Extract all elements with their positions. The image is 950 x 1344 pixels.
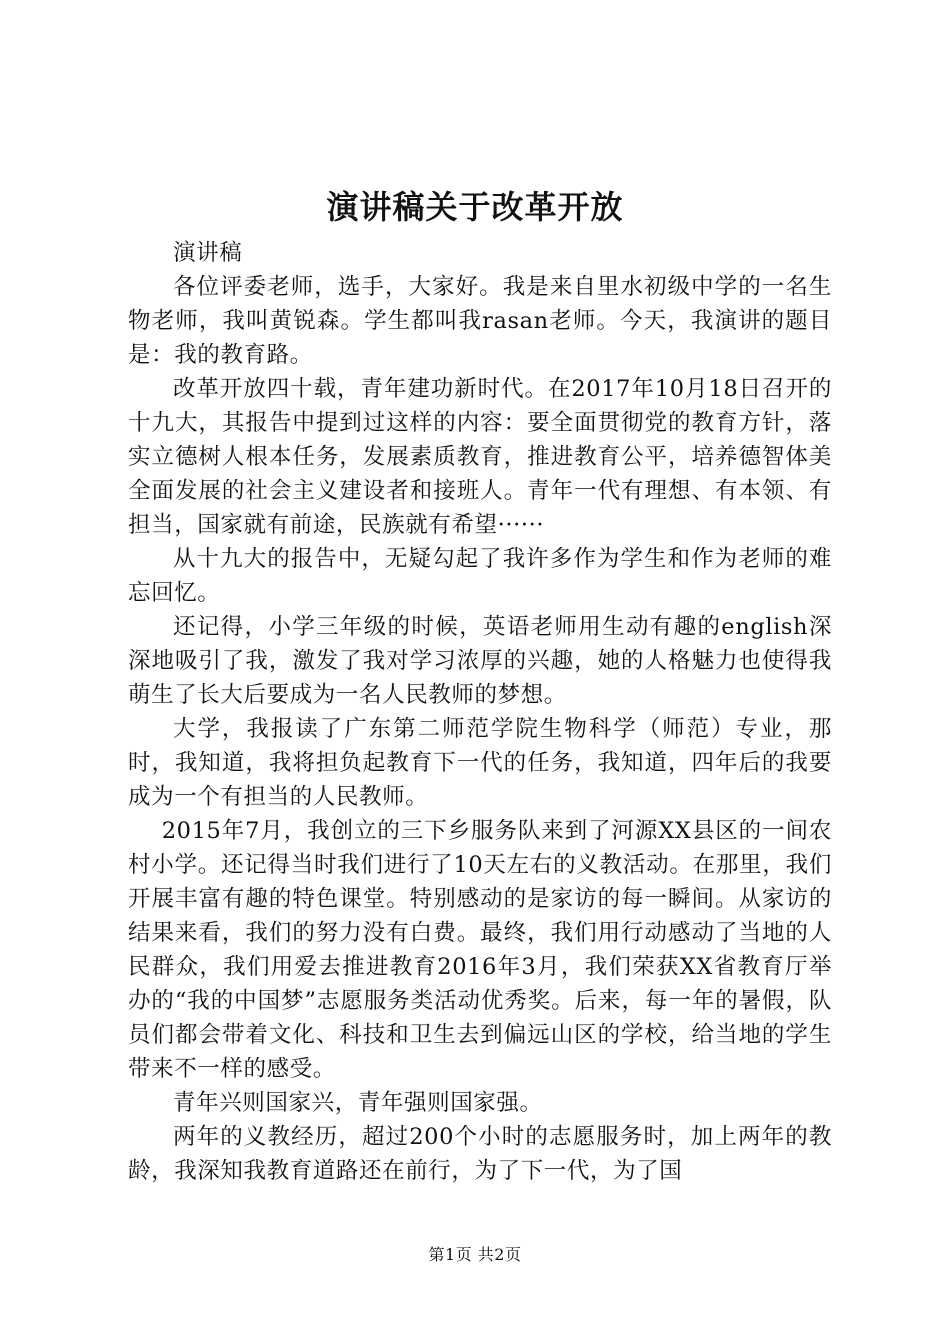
document-title: 演讲稿关于改革开放	[326, 188, 624, 226]
paragraph: 从十九大的报告中，无疑勾起了我许多作为学生和作为老师的难忘回忆。	[128, 546, 832, 606]
document-body	[128, 236, 832, 1188]
paragraph-heading: 演讲稿	[173, 240, 243, 266]
paragraph: 大学，我报读了广东第二师范学院生物科学（师范）专业，那时，我知道，我将担负起教育下一代的任务，我知道，四年后的我要成为一个有担当的人民教师。	[128, 716, 832, 810]
paragraph: 各位评委老师，选手，大家好。我是来自里水初级中学的一名生物老师，我叫黄锐森。学生都叫我rasan老师。今天，我演讲的题目是：我的教育路。	[128, 274, 832, 368]
paragraph: 改革开放四十载，青年建功新时代。在2017年10月18日召开的十九大，其报告中提到过这样的内容：要全面贯彻党的教育方针，落实立德树人根本任务，发展素质教育，推进教育公平，培养德智体美全面发展的社会主义建设者和接班人。青年一代有理想、有本领、有担当，国家就有前途，民族就有希望······	[128, 376, 832, 538]
paragraph: 还记得，小学三年级的时候，英语老师用生动有趣的english深深地吸引了我，激发了我对学习浓厚的兴趣，她的人格魅力也使得我萌生了长大后要成为一名人民教师的梦想。	[128, 614, 832, 708]
paragraph: 两年的义教经历，超过200个小时的志愿服务时，加上两年的教龄，我深知我教育道路还在前行，为了下一代，为了国	[128, 1124, 832, 1184]
paragraph: 青年兴则国家兴，青年强则国家强。	[173, 1090, 543, 1116]
page-footer: 第1页 共2页	[428, 1245, 522, 1264]
paragraph: 2015年7月，我创立的三下乡服务队来到了河源XX县区的一间农村小学。还记得当时我们进行了10天左右的义教活动。在那里，我们开展丰富有趣的特色课堂。特别感动的是家访的每一瞬间。从家访的结果来看，我们的努力没有白费。最终，我们用行动感动了当地的人民群众，我们用爱去推进教育2016年3月，我们荣获XX省教育厅举办的“我的中国梦”志愿服务类活动优秀奖。后来，每一年的暑假，队员们都会带着文化、科技和卫生去到偏远山区的学校，给当地的学生带来不一样的感受。	[128, 818, 832, 1082]
